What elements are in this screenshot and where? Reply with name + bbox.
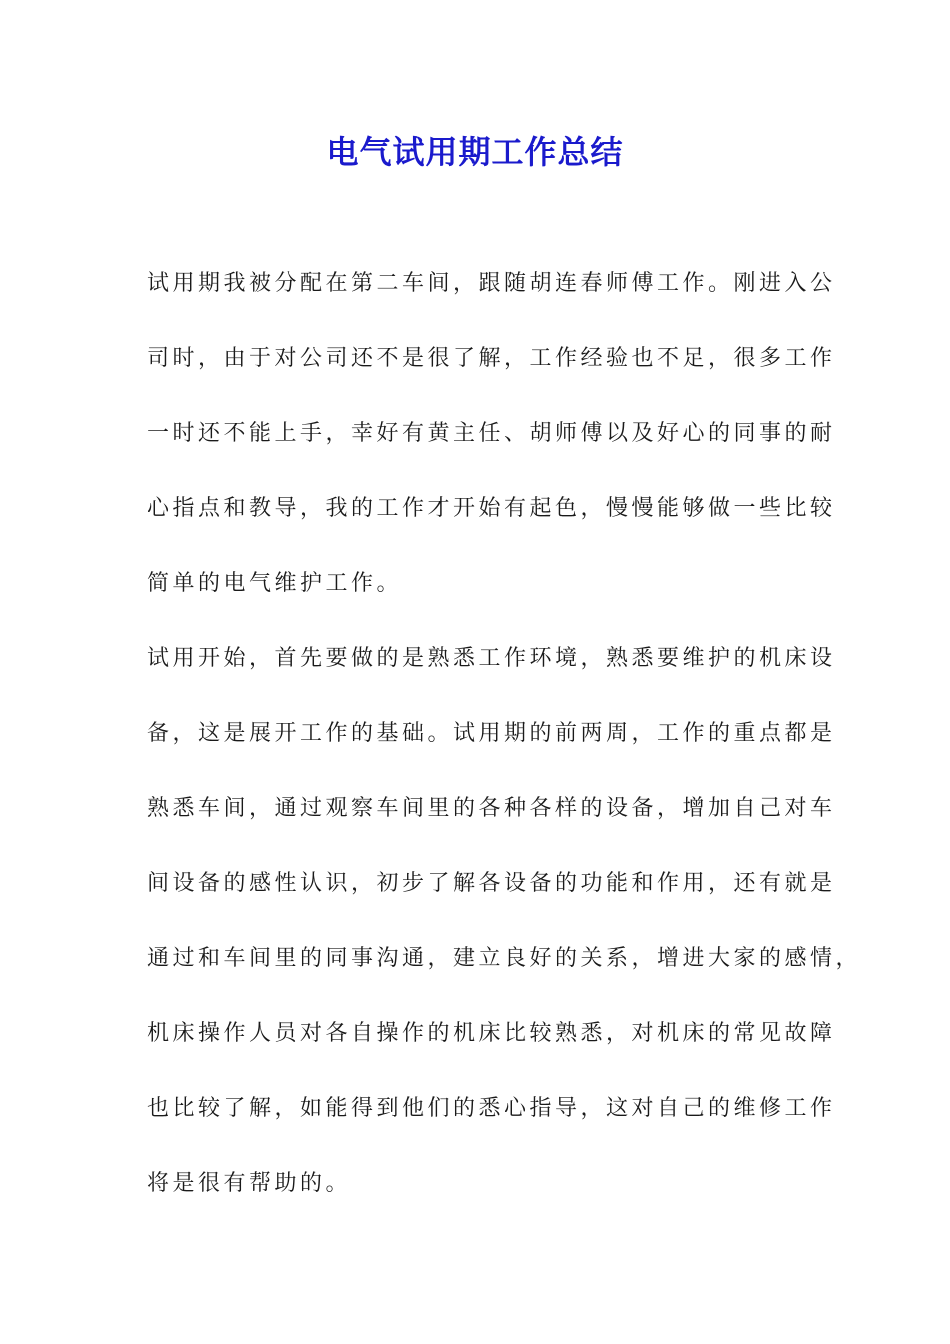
text-line: 司时，由于对公司还不是很了解，工作经验也不足，很多工作 [147, 346, 836, 371]
text-line: 熟悉车间，通过观察车间里的各种各样的设备，增加自己对车 [147, 796, 836, 821]
text-line: 试用开始，首先要做的是熟悉工作环境，熟悉要维护的机床设 [147, 646, 836, 671]
text-line: 也比较了解，如能得到他们的悉心指导，这对自己的维修工作 [147, 1096, 836, 1121]
paragraph-1 [147, 262, 836, 637]
text-line: 备，这是展开工作的基础。试用期的前两周，工作的重点都是 [147, 721, 836, 746]
text-line: 心指点和教导，我的工作才开始有起色，慢慢能够做一些比较 [147, 496, 836, 521]
paragraph-2 [147, 637, 862, 1237]
text-line: 试用期我被分配在第二车间，跟随胡连春师傅工作。刚进入公 [147, 271, 836, 296]
text-line: 机床操作人员对各自操作的机床比较熟悉，对机床的常见故障 [147, 1021, 836, 1046]
text-line: 将是很有帮助的。 [147, 1171, 352, 1196]
document-title: 电气试用期工作总结 [326, 133, 624, 171]
text-line: 通过和车间里的同事沟通，建立良好的关系，增进大家的感情， [147, 946, 862, 971]
text-line: 间设备的感性认识，初步了解各设备的功能和作用，还有就是 [147, 871, 836, 896]
text-line: 一时还不能上手，幸好有黄主任、胡师傅以及好心的同事的耐 [147, 421, 836, 446]
document-body [147, 262, 862, 1237]
text-line: 简单的电气维护工作。 [147, 571, 403, 596]
